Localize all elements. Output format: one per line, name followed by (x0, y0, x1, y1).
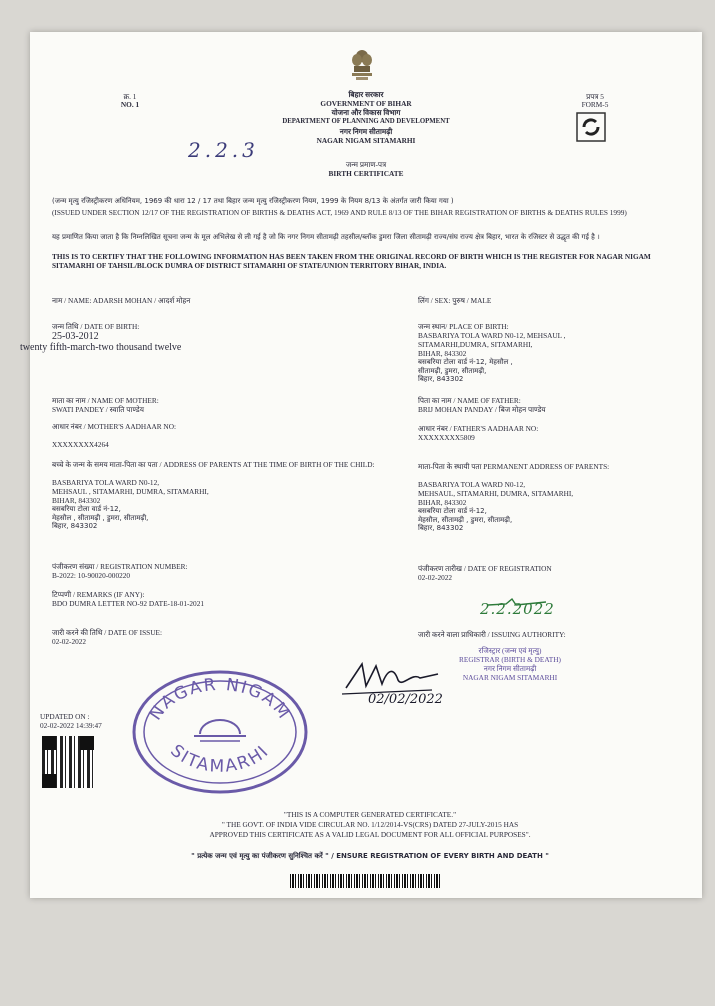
seal-top-text: NAGAR NIGAM (145, 674, 295, 725)
child-name: नाम / NAME: ADARSH MOHAN / आदर्श मोहन (52, 296, 191, 305)
nagar-nigam: NAGAR NIGAM SITAMARHI (316, 136, 416, 145)
issued-under-hindi: (जन्म मृत्यु रजिस्ट्रीकरण अधिनियम, 1969 की धारा 12 / 17 तथा बिहार जन्म मृत्यु रजिस्ट्रीकरण नियम, 1999 के नियम 8/13 के अंतर्गत जारी किया गया ) (52, 197, 454, 205)
government: GOVERNMENT OF BIHAR (320, 99, 412, 108)
svg-text:NAGAR NIGAM (146, 675, 295, 724)
footer-line-2: " THE GOVT. OF INDIA VIDE CIRCULAR NO. 1/12/2014-VS(CRS) DATED 27-JULY-2015 HAS (221, 820, 519, 829)
registrar-sign-date: 02/02/2022 (368, 692, 443, 707)
form-number: FORM-5 (581, 100, 609, 109)
remarks-label: टिप्पणी / REMARKS (IF ANY): (52, 590, 145, 599)
mother-aadhaar: XXXXXXXX4264 (52, 440, 109, 449)
mother-name: SWATI PANDEY / स्वाति पाण्डेय (52, 405, 144, 414)
serial-hindi: क्र. 1 (123, 92, 137, 101)
father-name: BRIJ MOHAN PANDAY / बिज मोहन पाण्डेय (418, 405, 546, 414)
government-hindi: बिहार सरकार (348, 90, 384, 99)
updated-label: UPDATED ON : (40, 712, 90, 721)
crs-logo-icon (576, 112, 606, 142)
svg-text:SITAMARHI (166, 741, 273, 777)
certify-text: THIS IS TO CERTIFY THAT THE FOLLOWING INFORMATION HAS BEEN TAKEN FROM THE ORIGINAL RECORD OF BIRTH WHICH IS THE REGISTER FOR NAGAR NIGAM SITAMARHI OF TAHSIL/BLOCK DUMRA OF DISTRICT SITAMARHI OF STATE/UNION TERRITORY BIHAR, INDIA. (52, 252, 651, 270)
registrar-hindi: रजिस्ट्रार (जन्म एवं मृत्यु) (478, 646, 542, 655)
father-aadhaar: XXXXXXXX5809 (418, 433, 475, 442)
remarks: BDO DUMRA LETTER NO-92 DATE-18-01-2021 (52, 599, 205, 608)
child-sex: लिंग / SEX: पुरुष / MALE (418, 296, 492, 305)
title-hindi: जन्म प्रमाण-पत्र (345, 160, 387, 169)
issuing-authority-label: जारी करने वाला प्राधिकारी / ISSUING AUTHORITY: (418, 630, 566, 639)
footer-line-3: APPROVED THIS CERTIFICATE AS A VALID LEGAL DOCUMENT FOR ALL OFFICIAL PURPOSES". (209, 830, 531, 839)
seal-bottom-text: SITAMARHI (166, 740, 274, 777)
certify-hindi: यह प्रमाणित किया जाता है कि निम्नलिखित सूचना जन्म के मूल अभिलेख से ली गई है जो कि नगर निगम सीतामढ़ी तहसील/ब्लॉक डुमरा जिला सीतामढ़ी राज्य/संघ राज्य क्षेत्र बिहार, भारत के रजिस्टर से उद्धृत की गई है । (52, 233, 600, 241)
mother-label: माता का नाम / NAME OF MOTHER: (52, 396, 159, 405)
address-at-birth: BASBARIYA TOLA WARD N0-12, MEHSAUL , SITAMARHI, DUMRA, SITAMARHI, BIHAR, 843302 बसबरिया टोला वार्ड नं-12, मेहसौल , सीतामढ़ी , डुमरा, सीतामढ़ी, बिहार, 843302 (52, 478, 209, 530)
dob-in-words: twenty fifth-march-two thousand twelve (20, 342, 182, 353)
form-hindi: प्रपत्र 5 (586, 92, 604, 101)
registrar-org: NAGAR NIGAM SITAMARHI (462, 673, 558, 682)
nagar-hindi: नगर निगम सीतामढ़ी (339, 127, 393, 136)
qr-code (42, 736, 94, 788)
footer-line-1: "THIS IS A COMPUTER GENERATED CERTIFICATE." (283, 810, 457, 819)
authority-handwritten-date: 2.2.2022 (480, 600, 555, 618)
issue-date-label: जारी करने की तिथि / DATE OF ISSUE: (52, 628, 162, 637)
issue-date: 02-02-2022 (52, 637, 87, 646)
birth-certificate (20, 32, 702, 898)
official-seal (130, 668, 310, 796)
registration-number-label: पंजीकरण संख्या / REGISTRATION NUMBER: (52, 562, 188, 571)
dob-value: 25-03-2012 (52, 331, 99, 342)
dob-label: जन्म तिथि / DATE OF BIRTH: (52, 322, 140, 331)
father-aadhaar-label: आधार नंबर / FATHER'S AADHAAR NO: (418, 424, 539, 433)
certificate-title: BIRTH CERTIFICATE (328, 169, 404, 178)
national-emblem-icon (348, 48, 376, 82)
registrar: REGISTRAR (BIRTH & DEATH) (459, 655, 561, 664)
department-hindi: योजना और विकास विभाग (331, 108, 401, 117)
issued-under: (ISSUED UNDER SECTION 12/17 OF THE REGISTRATION OF BIRTHS & DEATHS ACT, 1969 AND RULE 8/13 OF THE BIHAR REGISTRATION OF BIRTHS & DEATHS RULES 1999) (52, 208, 627, 217)
registration-number: B-2022: 10-90020-000220 (52, 571, 131, 580)
serial-number: NO. 1 (120, 100, 140, 109)
registrar-org-hindi: नगर निगम सीतामढ़ी (483, 664, 537, 673)
updated-value: 02-02-2022 14:39:47 (40, 721, 102, 730)
address-at-birth-label: बच्चे के जन्म के समय माता-पिता का पता / ADDRESS OF PARENTS AT THE TIME OF BIRTH OF THE CHILD: (52, 460, 375, 469)
registration-date-label: पंजीकरण तारीख / DATE OF REGISTRATION (418, 564, 552, 573)
pob-label: जन्म स्थान/ PLACE OF BIRTH: (418, 322, 509, 331)
father-label: पिता का नाम / NAME OF FATHER: (418, 396, 521, 405)
handwritten-number: 2.2.3 (188, 138, 259, 162)
permanent-address-label: माता-पिता के स्थायी पता PERMANENT ADDRESS OF PARENTS: (418, 462, 610, 471)
permanent-address: BASBARIYA TOLA WARD N0-12, MEHSAUL, SITAMARHI, DUMRA, SITAMARHI, BIHAR, 843302 बसबरिया टोला वार्ड नं-12, मेहसौल, सीतामढ़ी , डुमरा, सीतामढ़ी, बिहार, 843302 (418, 480, 574, 532)
registration-date: 02-02-2022 (418, 573, 453, 582)
pob-value: BASBARIYA TOLA WARD N0-12, MEHSAUL , SITAMARHI,DUMRA, SITAMARHI, BIHAR, 843302 बसबरिया टोला वार्ड नं-12, मेहसौल , सीतामढ़ी, डुमरा, सीतामढ़ी, बिहार, 843302 (418, 331, 566, 383)
department: DEPARTMENT OF PLANNING AND DEVELOPMENT (282, 118, 450, 125)
mother-aadhaar-label: आधार नंबर / MOTHER'S AADHAAR NO: (52, 422, 176, 431)
footer-slogan: " प्रत्येक जन्म एवं मृत्यु का पंजीकरण सुनिश्चित करें " / ENSURE REGISTRATION OF EVERY BIRTH AND DEATH " (191, 852, 549, 860)
green-signature-stroke-icon (486, 596, 576, 608)
barcode (290, 874, 440, 888)
